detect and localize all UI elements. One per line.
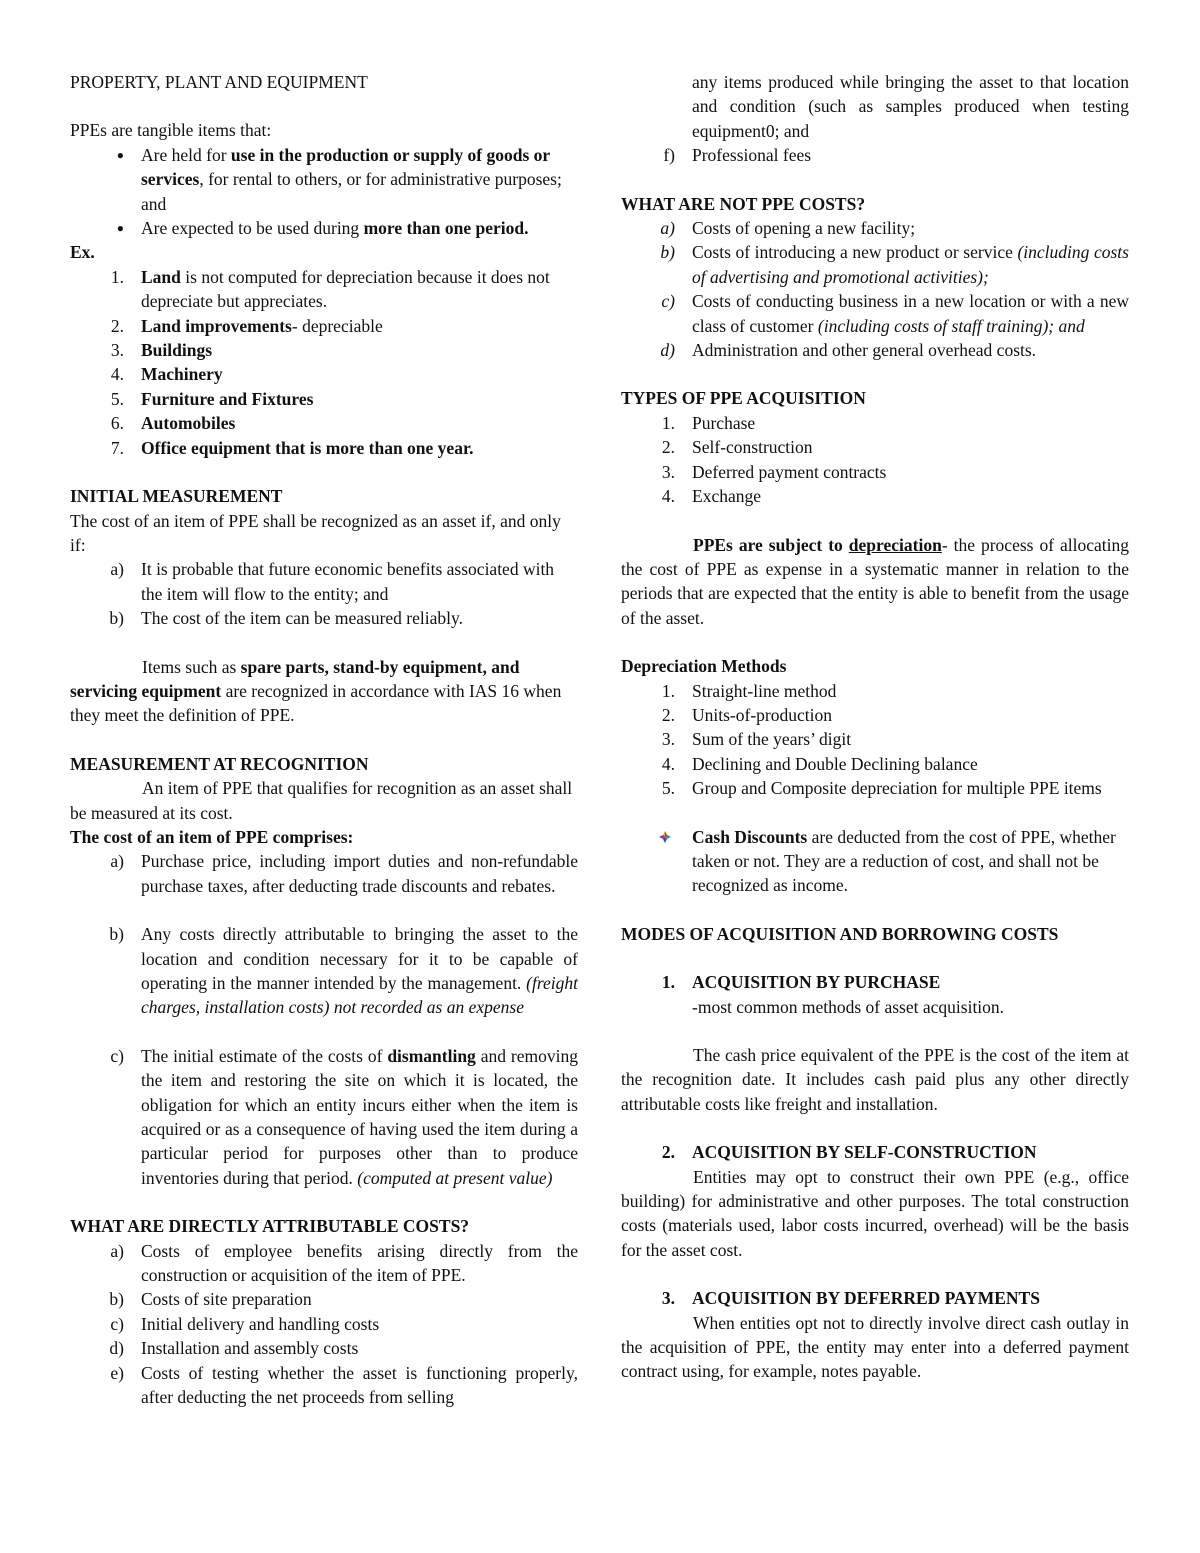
mode-deferred-paragraph: When entities opt not to directly involve direct cash outlay in the acquisition of PPE, the entity may enter into a deferred payment contract using, for example, notes payable. — [621, 1312, 1129, 1382]
mode-heading-deferred: 3. ACQUISITION BY DEFERRED PAYMENTS — [661, 1288, 1040, 1309]
list-item: 1. Straight-line method — [661, 680, 837, 701]
list-item: b) Any costs directly attributable to bringing the asset to the location and condition necessary for it to be capable of operating in the manner intended by the management. (freight charges, installation costs) not recorded as an expense — [109, 924, 578, 1018]
list-item: b) The cost of the item can be measured reliably. — [109, 608, 463, 629]
bullet-icon: ● — [116, 221, 124, 236]
list-item: 6. Automobiles — [110, 413, 236, 434]
examples-label: Ex. — [70, 242, 95, 263]
list-item: 3. Buildings — [110, 340, 213, 361]
list-item: 2. Self-construction — [661, 437, 813, 458]
section-heading-not-ppe: WHAT ARE NOT PPE COSTS? — [621, 193, 866, 214]
list-item: 4. Declining and Double Declining balance — [661, 753, 978, 774]
examples-list — [70, 265, 578, 460]
list-item: e) Costs of testing whether the asset is functioning properly, after deducting the net proceeds from selling — [110, 1362, 578, 1408]
mode-purchase-paragraph: The cash price equivalent of the PPE is the cost of the item at the recognition date. It includes cash paid plus any other directly attributable costs like freight and installation. — [621, 1045, 1129, 1114]
bullet-icon: ● — [116, 147, 124, 162]
list-item: b) Costs of site preparation — [109, 1289, 312, 1310]
list-item: d) Installation and assembly costs — [109, 1338, 359, 1359]
list-item: d) Administration and other general overhead costs. — [660, 340, 1037, 361]
list-item: 1. Land is not computed for depreciation because it does not depreciate but appreciates. — [110, 266, 550, 312]
section-heading-types: TYPES OF PPE ACQUISITION — [621, 388, 866, 409]
depreciation-paragraph: PPEs are subject to depreciation- the process of allocating the cost of PPE as expense in a systematic manner in relation to the periods that are expected that the entity is able to benefit from the usage of the asset. — [621, 534, 1129, 628]
section-heading-recognition: MEASUREMENT AT RECOGNITION — [70, 753, 369, 774]
mode-subtext: -most common methods of asset acquisition. — [692, 996, 1005, 1017]
list-item: 5. Furniture and Fixtures — [110, 388, 314, 409]
list-item: 1. Purchase — [661, 412, 756, 433]
list-item: a) Purchase price, including import duties and non-refundable purchase taxes, after deducting trade discounts and rebates. — [110, 851, 578, 896]
items-paragraph: Items such as spare parts, stand-by equipment, and servicing equipment are recognized in accordance with IAS 16 when they meet the definition of PPE. — [70, 656, 562, 726]
list-item-continued: any items produced while bringing the asset to that location and condition (such as samples produced when testing equipment0; and — [692, 72, 1129, 141]
page-title: PROPERTY, PLANT AND EQUIPMENT — [70, 72, 368, 92]
mode-heading-purchase: 1. ACQUISITION BY PURCHASE — [661, 972, 941, 993]
list-item: ● Are held for use in the production or supply of goods or services, for rental to others, or for administrative purposes; and — [70, 143, 578, 216]
recognition-text: An item of PPE that qualifies for recognition as an asset shall be measured at its cost. — [70, 778, 573, 823]
list-item: 3. Sum of the years’ digit — [661, 729, 852, 750]
cost-comprises-heading: The cost of an item of PPE comprises: — [70, 826, 354, 847]
section-heading-initial: INITIAL MEASUREMENT — [70, 486, 283, 507]
list-item: 5. Group and Composite depreciation for multiple PPE items — [661, 778, 1102, 799]
mode-self-construction-paragraph: Entities may opt to construct their own PPE (e.g., office building) for administrative and other purposes. The total construction costs (materials used, labor costs incurred, overhead) will be the basis for the asset cost. — [621, 1166, 1129, 1260]
four-color-arrow-icon — [658, 830, 672, 844]
list-item: a) Costs of employee benefits arising directly from the construction or acquisition of the item of PPE. — [110, 1240, 578, 1286]
list-item: a) Costs of opening a new facility; — [660, 218, 916, 239]
list-item: a) It is probable that future economic benefits associated with the item will flow to the entity; and — [110, 559, 555, 604]
list-item: 4. Exchange — [661, 486, 761, 507]
cash-discount-note: Cash Discounts are deducted from the cost of PPE, whether taken or not. They are a reduction of cost, and shall not be recognized as income. — [621, 825, 1129, 898]
list-item: 2. Land improvements- depreciable — [110, 315, 383, 336]
right-column — [621, 70, 1129, 1384]
section-heading-directly-attributable: WHAT ARE DIRECTLY ATTRIBUTABLE COSTS? — [70, 1216, 470, 1237]
list-item: c) Initial delivery and handling costs — [110, 1313, 380, 1334]
list-item: ● Are expected to be used during more than one period. — [70, 216, 578, 240]
list-item: 7. Office equipment that is more than one year. — [110, 437, 474, 458]
depreciation-methods-heading: Depreciation Methods — [621, 656, 787, 677]
list-item: c) The initial estimate of the costs of dismantling and removing the item and restoring the site on which it is located, the obligation for which an entity incurs either when the item is acquired or as a consequence of having used the item during a particular period for purposes other than to produce inventories during that period. (computed at present value) — [110, 1045, 578, 1188]
mode-heading-self-construction: 2. ACQUISITION BY SELF-CONSTRUCTION — [661, 1142, 1037, 1163]
list-item: f) Professional fees — [663, 145, 812, 166]
list-item: 3. Deferred payment contracts — [661, 461, 887, 482]
left-column — [70, 70, 578, 1410]
ppe-intro: PPEs are tangible items that: — [70, 120, 272, 141]
initial-text: The cost of an item of PPE shall be recognized as an asset if, and only if: — [70, 510, 561, 555]
list-item: c) Costs of conducting business in a new location or with a new class of customer (including costs of staff training); and — [661, 291, 1129, 336]
section-heading-modes: MODES OF ACQUISITION AND BORROWING COSTS — [621, 923, 1059, 944]
list-item: 2. Units-of-production — [661, 704, 832, 725]
list-item: 4. Machinery — [110, 364, 223, 385]
list-item: b) Costs of introducing a new product or service (including costs of advertising and promotional activities); — [660, 242, 1129, 287]
